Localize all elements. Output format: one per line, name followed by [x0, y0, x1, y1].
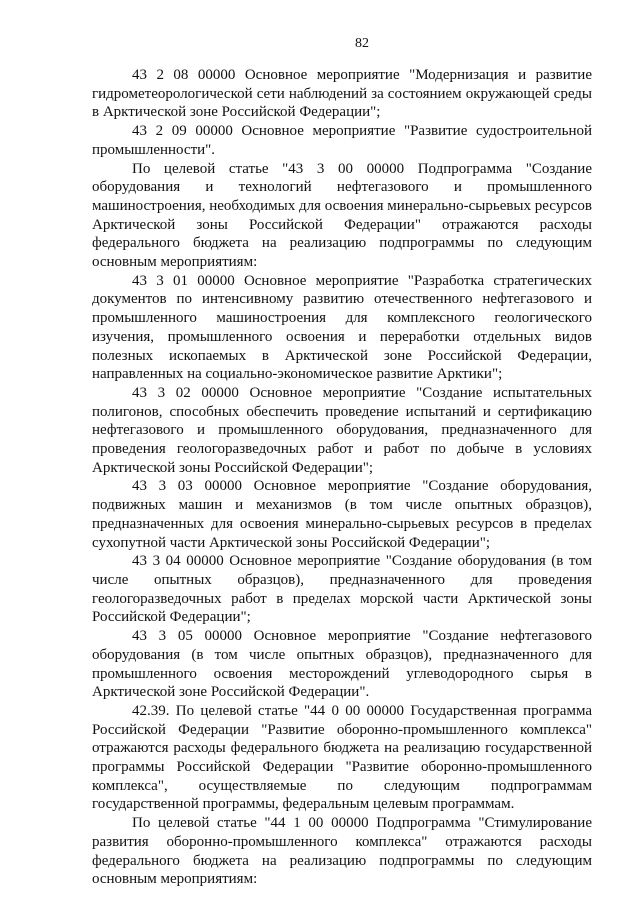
paragraph: 43 3 05 00000 Основное мероприятие "Создание нефтегазового оборудования (в том числе опытных образцов), предназначенного для промышленного освоения месторождений углеводородного сырья в Арктической зоне Российской Федерации".: [92, 628, 592, 701]
paragraph: 43 2 09 00000 Основное мероприятие "Развитие судостроительной промышленности".: [92, 123, 592, 158]
paragraph: 43 2 08 00000 Основное мероприятие "Модернизация и развитие гидрометеорологической сети наблюдений за состоянием окружающей среды в Арктической зоне Российской Федерации";: [92, 67, 592, 121]
paragraph: 43 3 02 00000 Основное мероприятие "Создание испытательных полигонов, способных обеспечить проведение испытаний и сертификацию нефтегазового и промышленного оборудования, предназначенного для проведения геологоразведочных работ и работ по добыче в условиях Арктической зоны Российской Федерации";: [92, 384, 592, 476]
paragraph: По целевой статье "44 1 00 00000 Подпрограмма "Стимулирование развития оборонно-промышленного комплекса" отражаются расходы федерального бюджета на реализацию подпрограммы по следующим основным мероприятиям:: [92, 815, 592, 888]
page-number: 82: [355, 36, 369, 51]
paragraph: 42.39. По целевой статье "44 0 00 00000 Государственная программа Российской Федерации "Развитие оборонно-промышленного комплекса" отражаются расходы федерального бюджета на реализацию государственной программы Российской Федерации "Развитие оборонно-промышленного комплекса", осуществляемые по следующим подпрограммам государственной программы, федеральным целевым программам.: [92, 702, 592, 813]
paragraph: 43 3 01 00000 Основное мероприятие "Разработка стратегических документов по интенсивному развитию отечественного нефтегазового и промышленного машиностроения для комплексного геологического изучения, промышленного освоения и переработки отдельных видов полезных ископаемых в Арктической зоне Российской Федерации, направленных на социально-экономическое развитие Арктики";: [92, 272, 592, 383]
paragraph: 43 3 04 00000 Основное мероприятие "Создание оборудования (в том числе опытных образцов), предназначенного для проведения геологоразведочных работ в пределах морской части Арктической зоны Российской Федерации";: [92, 553, 592, 626]
paragraph: По целевой статье "43 3 00 00000 Подпрограмма "Создание оборудования и технологий нефтегазового и промышленного машиностроения, необходимых для освоения минерально-сырьевых ресурсов Арктической зоны Российской Федерации" отражаются расходы федерального бюджета на реализацию подпрограммы по следующим основным мероприятиям:: [92, 160, 592, 271]
paragraph: 43 3 03 00000 Основное мероприятие "Создание оборудования, подвижных машин и механизмов (в том числе опытных образцов), предназначенных для освоения минерально-сырьевых ресурсов в пределах сухопутной части Арктической зоны Российской Федерации";: [92, 478, 592, 551]
